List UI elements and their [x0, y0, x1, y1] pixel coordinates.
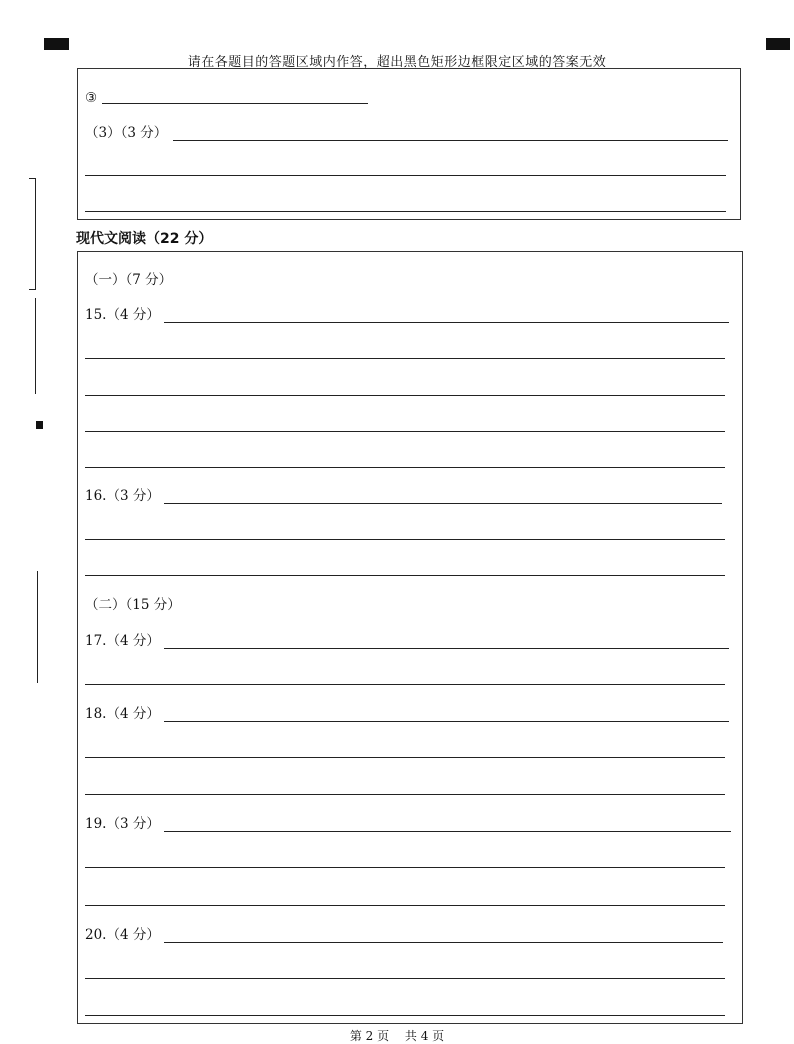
- page-number: 第 2 页: [349, 1029, 390, 1043]
- header-note: 请在各题目的答题区域内作答，超出黑色矩形边框限定区域的答案无效: [187, 55, 607, 70]
- answer-line-q17-1[interactable]: [164, 648, 729, 649]
- q15-label: 15.（4 分）: [85, 307, 160, 323]
- answer-line-q3-2[interactable]: [85, 175, 726, 176]
- part1-label: （一）（7 分）: [85, 272, 173, 288]
- answer-line-q18-2[interactable]: [85, 757, 725, 758]
- answer-line-q19-1[interactable]: [164, 831, 731, 832]
- answer-line-q18-1[interactable]: [164, 721, 729, 722]
- corner-mark-right: [766, 38, 790, 50]
- binding-line-3: [37, 571, 38, 683]
- q19-label: 19.（3 分）: [85, 816, 160, 832]
- answer-line-q3-3[interactable]: [85, 211, 726, 212]
- answer-line-q15-5[interactable]: [85, 467, 725, 468]
- binding-line-2: [35, 298, 36, 394]
- answer-line-q15-4[interactable]: [85, 431, 725, 432]
- corner-mark-left: [44, 38, 69, 50]
- answer-line-q18-3[interactable]: [85, 794, 725, 795]
- q18-label: 18.（4 分）: [85, 706, 160, 722]
- answer-line-q16-2[interactable]: [85, 539, 725, 540]
- answer-line-q20-3[interactable]: [85, 1015, 725, 1016]
- q16-label: 16.（3 分）: [85, 488, 160, 504]
- page-footer: [0, 1027, 794, 1044]
- binding-tick-bottom: [29, 289, 35, 290]
- answer-line-q17-2[interactable]: [85, 684, 725, 685]
- answer-line-q20-2[interactable]: [85, 978, 725, 979]
- q20-label: 20.（4 分）: [85, 927, 160, 943]
- item3-symbol: ③: [85, 90, 98, 106]
- answer-line-q20-1[interactable]: [164, 942, 723, 943]
- q17-label: 17.（4 分）: [85, 633, 160, 649]
- answer-line-q15-1[interactable]: [164, 322, 729, 323]
- answer-line-q3-1[interactable]: [173, 140, 728, 141]
- answer-line-q16-1[interactable]: [164, 503, 722, 504]
- answer-line-q16-3[interactable]: [85, 575, 725, 576]
- binding-tick-top: [29, 178, 35, 179]
- answer-box-upper: [77, 68, 741, 220]
- answer-box-modern-reading: [77, 251, 743, 1024]
- answer-line-q15-2[interactable]: [85, 358, 725, 359]
- side-mark-small: [36, 421, 43, 429]
- section-title: 现代文阅读（22 分）: [76, 231, 213, 247]
- answer-line-q19-2[interactable]: [85, 867, 725, 868]
- answer-line-q15-3[interactable]: [85, 395, 725, 396]
- q3-label: （3）（3 分）: [85, 125, 168, 141]
- binding-line-1: [35, 178, 36, 290]
- answer-line-item3[interactable]: [102, 103, 368, 104]
- page-total: 共 4 页: [404, 1029, 445, 1043]
- answer-line-q19-3[interactable]: [85, 905, 725, 906]
- part2-label: （二）（15 分）: [85, 597, 181, 613]
